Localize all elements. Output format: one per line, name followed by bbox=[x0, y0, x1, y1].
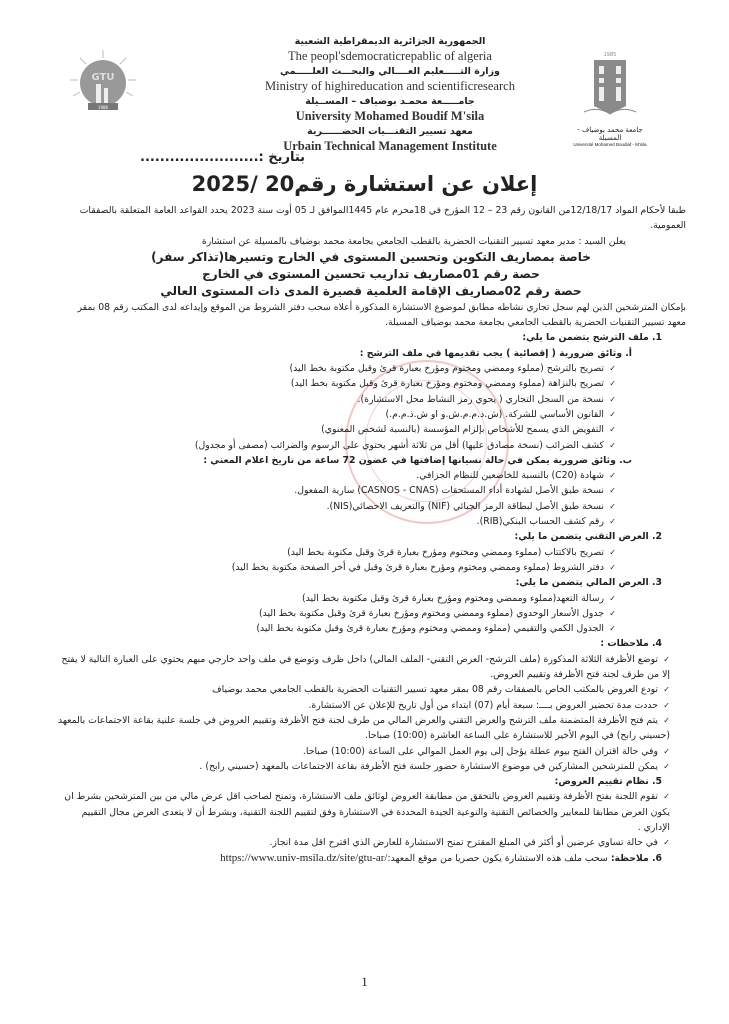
list-item: ✓ دفتر الشروط (مملوء وممضي ومختوم ومؤرخ بعبارة قرئ وقبل في أخر الصفحة مكتوبة بخط اليد) bbox=[56, 560, 686, 575]
list-item: ✓ نسخة طبق الأصل لبطاقة الرمز الجبائي (NIF) والتعريف الاحصائي(NIS). bbox=[56, 499, 686, 514]
subject-line: خاصة بمصاريف التكوين وتحسين المستوى في الخارج وتسيرها(تذاكر سفر) bbox=[151, 249, 591, 264]
list-item: ✓ توضع الأظرفة الثلاثة المذكورة (ملف الترشح- العرض التقني- الملف المالي) داخل ظرف وتوضع في ملف واحد خارجي مبهم يحتوي على العبارة التالية لا يفتح إلا من طرف لجنة فتح الأظرفة وتقييم العروض. bbox=[56, 652, 686, 683]
list-item: ✓ تصريح بالنزاهة (مملوء وممضي ومختوم ومؤرخ بعبارة قرئ وقبل مكتوبة بخط اليد) bbox=[56, 376, 686, 391]
header-republic-en: The peopl'sdemocraticrepablic of algeria bbox=[288, 49, 492, 63]
section-2-title: 2. العرض التقني يتضمن ما يلي: bbox=[514, 531, 662, 543]
lot-2: حصة رقم 02مصاريف الإقامة العلمية قصيرة المدى ذات المستوى العالي bbox=[160, 283, 582, 298]
header-institute-ar: معهد تسيير التقنـــيات الحضــــــرية bbox=[307, 126, 473, 137]
svg-text:1985: 1985 bbox=[603, 52, 617, 58]
university-logo bbox=[565, 48, 655, 148]
section-6-note bbox=[56, 851, 686, 866]
list-item: ✓ التفويض الذي يسمح للأشخاص بإلزام المؤسسة (بالنسبة لشخص المعنوي) bbox=[56, 422, 686, 437]
header-university-en: University Mohamed Boudif M'sila bbox=[295, 109, 485, 123]
header-university-ar: جامـــــعة محمـد بوضياف – المســيلة bbox=[305, 96, 475, 107]
section-1b-title: ب. وثائق ضرورية يمكن في حالة نسيانها إضافتها في غضون 72 ساعة من تاريخ اعلام المعني : bbox=[203, 454, 632, 466]
date-field: بتاريخ :........................ bbox=[140, 150, 306, 165]
section-1a-title: أ. وثائق ضرورية ( إقصائية ) يجب تقديمها في ملف الترشح : bbox=[359, 347, 632, 359]
list-item: ✓ نسخة طبق الأصل لشهادة أداء المستحقات (CASNOS - CNAS) سارية المفعول. bbox=[56, 483, 686, 498]
university-logo-caption-en: Université Mohamed Boudiaf - M'sila bbox=[573, 142, 647, 147]
svg-text:GTU: GTU bbox=[91, 72, 115, 83]
lot-1: حصة رقم 01مصاريف تداريب تحسين المستوى في الخارج bbox=[202, 266, 540, 281]
list-item: ✓ تقوم اللجنة بفتح الأظرفة وتقييم العروض بالتحقق من مطابقة العروض لوثائق ملف الاستشارة، وتمنح لصاحب اقل عرض مالي من بين المترشحين بشرط ان يكون العرض مطابقا للمعايير والخصائص التقنية والنوعية الجيدة المحددة في الاستشارة وفق لتقييم اللجنة التقنية، وبشرط أن لا يتعدى العرض مجال التقييم الإداري . bbox=[56, 789, 686, 835]
header-institute-en: Urbain Technical Management Institute bbox=[283, 139, 497, 153]
list-item: ✓ تودع العروض بالمكتب الخاص بالصفقات رقم 08 بمقر معهد تسيير التقنيات الحضرية بالقطب الجامعي محمد بوضياف bbox=[56, 682, 686, 697]
list-item: ✓ كشف الضرائب (نسخة مصادق عليها) أقل من ثلاثة أشهر يحتوي على الرسوم والضرائب (مصفى أو مجدول) bbox=[56, 438, 686, 453]
section-3-title: 3. العرض المالي يتضمن ما يلي: bbox=[515, 577, 662, 589]
list-item: ✓ حددت مدة تحضير العروض بــــ: سبعة أيام (07) ابتداء من أول تاريخ للإعلان عن الاستشارة. bbox=[56, 698, 686, 713]
list-item: ✓ يتم فتح الأظرفة المتضمنة ملف الترشح والعرض التقني والعرض المالي من طرف لجنة فتح الأظرفة وتقييم العروض في جلسة علنية بقاعة الاجتماعات بالمعهد (حسيني رابح) في اليوم الأخير للاستشارة على الساعة العاشرة (10:00) صباحا. bbox=[56, 713, 686, 744]
list-item: ✓ القانون الأساسي للشركة. (ش.ذ.م.م.ش.و او ش.ذ.م.م.) bbox=[56, 407, 686, 422]
list-item: ✓ وفي حالة اقتران الفتح بيوم عطلة يؤجل إلى يوم العمل الموالي على الساعة (10:00) صباحا. bbox=[56, 744, 686, 759]
invitation-paragraph: بإمكان المترشحين الذين لهم سجل تجاري نشاطه مطابق لموضوع الاستشارة المذكورة أعلاه سحب دفتر الشروط من الموقع وإيداعه لدى المكتب رقم 08 بمقر معهد تسيير التقنيات الحضرية بالقطب الجامعي بجامعة محمد بوضياف المسيلة. bbox=[77, 301, 686, 329]
section-1-title: 1. ملف الترشح يتضمن ما يلي: bbox=[522, 332, 662, 344]
announcement-title: إعلان عن استشارة رقم20 /2025 bbox=[191, 172, 538, 196]
intro-paragraph: طبقا لأحكام المواد 12/18/17من القانون رقم 23 – 12 المؤرخ في 18محرم عام 1445الموافق لـ 05 أوت سنة 2023 يحدد القواعد العامة المتعلقة بالصفقات العمومية. bbox=[79, 205, 686, 232]
list-item: ✓ تصريح بالاكتتاب (مملوء وممضي ومختوم ومؤرخ بعبارة قرئ وقبل مكتوبة بخط اليد) bbox=[56, 545, 686, 560]
list-item: ✓ رقم كشف الحساب البنكي(RIB). bbox=[56, 514, 686, 529]
page-number: 1 bbox=[361, 974, 368, 989]
header-republic-ar: الجمهورية الجزائرية الديمقراطية الشعبية bbox=[294, 36, 486, 47]
list-item: ✓ يمكن للمترشحين المشاركين في موضوع الاستشارة حضور جلسة فتح الأظرفة بقاعة الاجتماعات بالمعهد (حسيني رابح) . bbox=[56, 759, 686, 774]
section-5-title: 5. نظام تقييم العروض: bbox=[554, 776, 662, 788]
list-item: ✓ الجدول الكمي والتقيمي (مملوء وممضي ومختوم ومؤرخ بعبارة قرئ وقبل مكتوبة بخط اليد) bbox=[56, 621, 686, 636]
university-logo-caption-ar: جامعة محمد بوضياف - المسيلة bbox=[577, 126, 643, 142]
institute-url-link[interactable]: https://www.univ-msila.dz/site/gtu-ar/ bbox=[220, 851, 388, 864]
list-item: ✓ رسالة التعهد(مملوء وممضي ومختوم ومؤرخ بعبارة قرئ وقبل مكتوبة بخط اليد) bbox=[56, 591, 686, 606]
section-6-label: 6. ملاحظة: bbox=[610, 852, 662, 864]
header-ministry-ar: وزارة التـــــعليم العــــالي والبحـــث العلـــــمي bbox=[280, 66, 500, 77]
list-item: ✓ شهادة (C20) بالنسبة للخاضعين للنظام الجزافي. bbox=[56, 468, 686, 483]
list-item: ✓ في حالة تساوي عرضين أو أكثر في المبلغ المقترح تمنح الاستشارة للعارض الذي اقترح اقل مدة انجاز. bbox=[56, 835, 686, 850]
list-item: ✓ جدول الأسعار الوحدوي (مملوء وممضي ومختوم ومؤرخ بعبارة قرئ وقبل مكتوبة بخط اليد) bbox=[56, 606, 686, 621]
section-4-title: 4. ملاحظات : bbox=[600, 638, 662, 650]
announcer-line: يعلن السيد : مدير معهد تسيير التقنيات الحضرية بالقطب الجامعي بجامعة محمد بوضياف بالمسيلة عن استشارة bbox=[201, 235, 626, 247]
gtu-logo bbox=[68, 48, 138, 116]
list-item: ✓ نسخة من السجل التجاري ( يحوي رمز النشاط محل الاستشارة). bbox=[56, 392, 686, 407]
list-item: ✓ تصريح بالترشح (مملوء وممضي ومختوم ومؤرخ بعبارة قرئ وقبل مكتوبة بخط اليد) bbox=[56, 361, 686, 376]
section-6-text: سحب ملف هذه الاستشارة يكون حصريا من موقع المعهد: bbox=[387, 852, 611, 864]
svg-text:1986: 1986 bbox=[97, 105, 109, 110]
header-ministry-en: Ministry of highireducation and scientificresearch bbox=[265, 79, 515, 93]
letterhead bbox=[250, 34, 530, 154]
document-body bbox=[56, 203, 686, 866]
